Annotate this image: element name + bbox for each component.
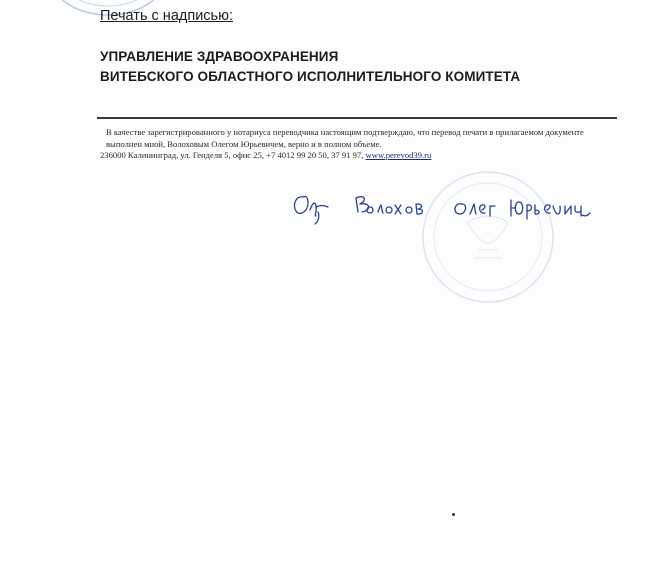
handwritten-signature xyxy=(294,196,590,224)
statement-line-2: выполнен мной, Волоховым Олегом Юрьевичем, верно и в полном объеме. xyxy=(106,138,382,149)
ink-dot xyxy=(452,513,455,516)
stamp-caption: Печать с надписью: xyxy=(100,8,233,24)
address-text: 236000 Калининград, ул. Генделя 5, офис 25, +7 4012 99 20 50, 37 91 97, xyxy=(100,150,366,160)
statement-line-1: В качестве зарегистрированного у нотариуса переводчика настоящим подтверждаю, что перевод печати в прилагаемом документе xyxy=(106,127,584,137)
title-line-2: ВИТЕБСКОГО ОБЛАСТНОГО ИСПОЛНИТЕЛЬНОГО КОМИТЕТА xyxy=(100,69,521,84)
round-stamp-faint xyxy=(423,172,553,302)
title-line-1: УПРАВЛЕНИЕ ЗДРАВООХРАНЕНИЯ xyxy=(100,49,339,64)
website-link[interactable]: www.perevod39.ru xyxy=(365,150,432,160)
